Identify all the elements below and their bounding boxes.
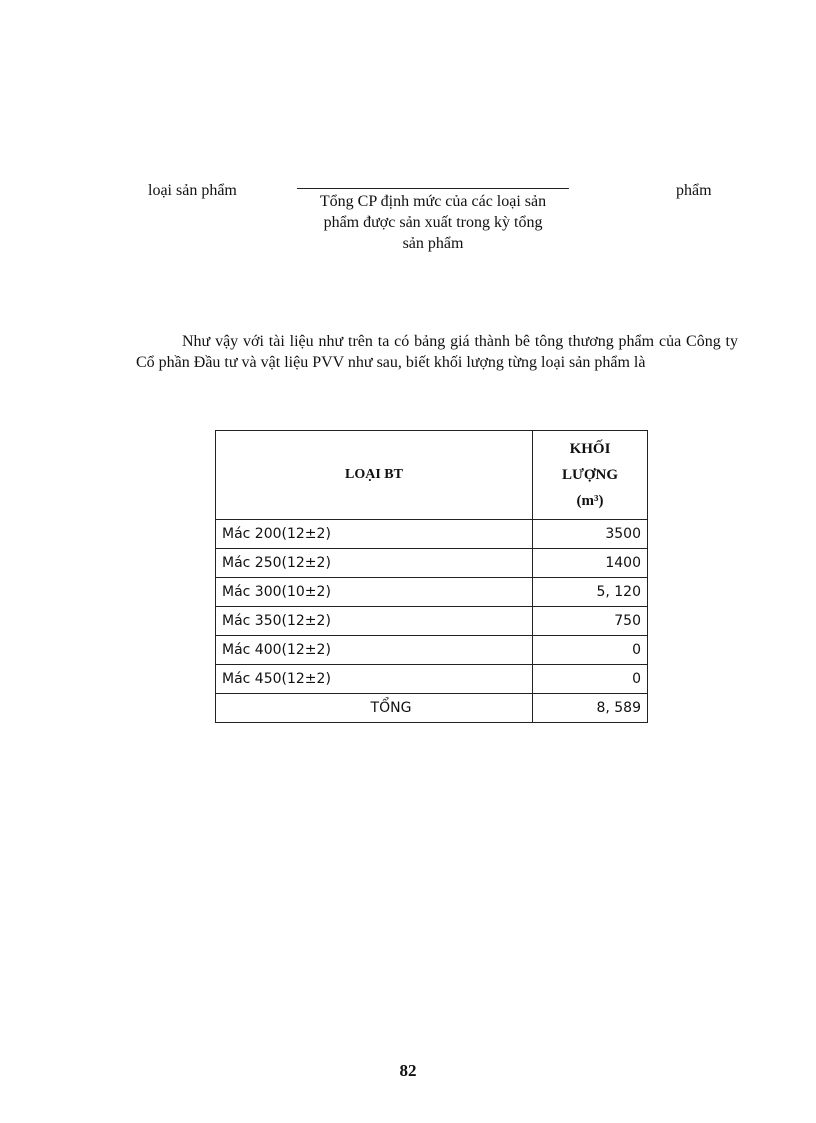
concrete-volume-table: [215, 430, 648, 723]
header-volume-line: LƯỢNG: [561, 467, 619, 483]
table-row: [216, 636, 648, 665]
denominator-line: sản phẩm: [402, 235, 464, 252]
header-volume-line: KHỐI: [569, 441, 611, 457]
formula-right-text: phẩm: [676, 182, 712, 199]
table-row: [216, 665, 648, 694]
formula-denominator: [297, 191, 569, 254]
row-volume: 750: [533, 607, 648, 636]
header-volume: [533, 431, 648, 520]
row-volume: 5, 120: [533, 578, 648, 607]
body-paragraph: Như vậy với tài liệu như trên ta có bảng giá thành bê tông thương phẩm của Công ty Cổ phần Đầu tư và vật liệu PVV như sau, biết khối lượng từng loại sản phẩm là: [136, 333, 738, 371]
fraction-bar: [297, 188, 569, 189]
row-volume: 3500: [533, 520, 648, 549]
row-type: Mác 250(12±2): [216, 549, 533, 578]
table-total-row: [216, 694, 648, 723]
header-volume-unit: (m³): [576, 493, 604, 509]
row-type: Mác 200(12±2): [216, 520, 533, 549]
table-header-row: [216, 431, 648, 520]
denominator-line: phẩm được sản xuất trong kỳ tổng: [323, 214, 543, 231]
row-volume: 1400: [533, 549, 648, 578]
total-volume: 8, 589: [533, 694, 648, 723]
formula-left-text: loại sản phẩm: [148, 182, 237, 199]
row-type: Mác 400(12±2): [216, 636, 533, 665]
row-volume: 0: [533, 665, 648, 694]
denominator-line: Tổng CP định mức của các loại sản: [319, 193, 547, 210]
row-type: Mác 350(12±2): [216, 607, 533, 636]
page-number: 82: [399, 1061, 417, 1080]
row-type: Mác 300(10±2): [216, 578, 533, 607]
total-label: TỔNG: [216, 694, 533, 723]
table-row: [216, 607, 648, 636]
row-volume: 0: [533, 636, 648, 665]
table-row: [216, 578, 648, 607]
row-type: Mác 450(12±2): [216, 665, 533, 694]
header-type: LOẠI BT: [216, 431, 533, 520]
table-row: [216, 549, 648, 578]
table-row: [216, 520, 648, 549]
